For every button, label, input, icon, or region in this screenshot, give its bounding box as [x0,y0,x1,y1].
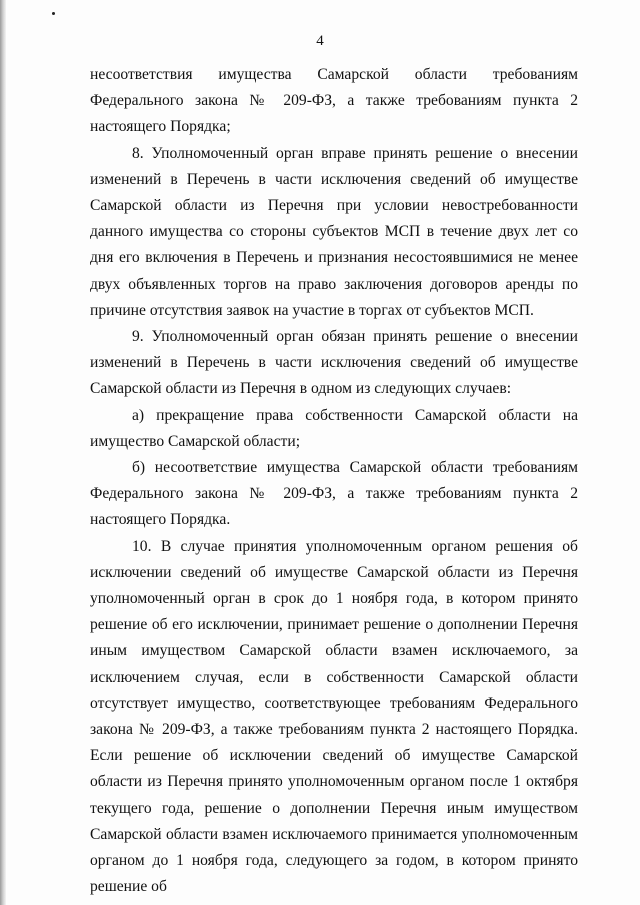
paragraph-9: 9. Уполномоченный орган обязан принять решение о внесении изменений в Перечень в части исключения сведений об имуществе Самарской области из Перечня в одном из следующих случаев: [90,328,578,398]
page-number: 4 [316,33,324,49]
paragraph-9b: б) несоответствие имущества Самарской области требованиям Федерального закона № 209-ФЗ, а также требованиям пункта 2 настоящего Порядка. [90,459,578,529]
paragraph-continuation: несоответствия имущества Самарской области требованиям Федерального закона № 209-ФЗ, а также требованиям пункта 2 настоящего Порядка; [90,66,578,136]
paragraph-9a: а) прекращение права собственности Самарской области на имущество Самарской области; [90,406,578,450]
document-text [90,62,578,901]
paragraph-8: 8. Уполномоченный орган вправе принять решение о внесении изменений в Перечень в части исключения сведений об имуществе Самарской области из Перечня при условии невостребованности данного имущества со стороны субъектов МСП в течение двух лет со дня его включения в Перечень и признания несостоявшимися не менее двух объявленных торгов на право заключения договоров аренды по причине отсутствия заявок на участие в торгах от субъектов МСП. [90,144,578,319]
scan-edge-shadow [0,0,6,905]
paragraph-10: 10. В случае принятия уполномоченным органом решения об исключении сведений об имуществе Самарской области из Перечня уполномоченный орган в срок до 1 ноября года, в котором принято решение об его исключении, принимает решение о дополнении Перечня иным имуществом Самарской области взамен исключаемого, за исключением случая, если в собственности Самарской области отсутствует имущество, соответствующее требованиям Федерального закона № 209-ФЗ, а также требованиям пункта 2 настоящего Порядка. Если решение об исключении сведений об имуществе Самарской области из Перечня принято уполномоченным органом после 1 октября текущего года, решение о дополнении Перечня иным имуществом Самарской области взамен исключаемого принимается уполномоченным органом до 1 ноября года, следующего за годом, в котором принято решение об [90,537,578,896]
scan-speck [52,12,55,15]
